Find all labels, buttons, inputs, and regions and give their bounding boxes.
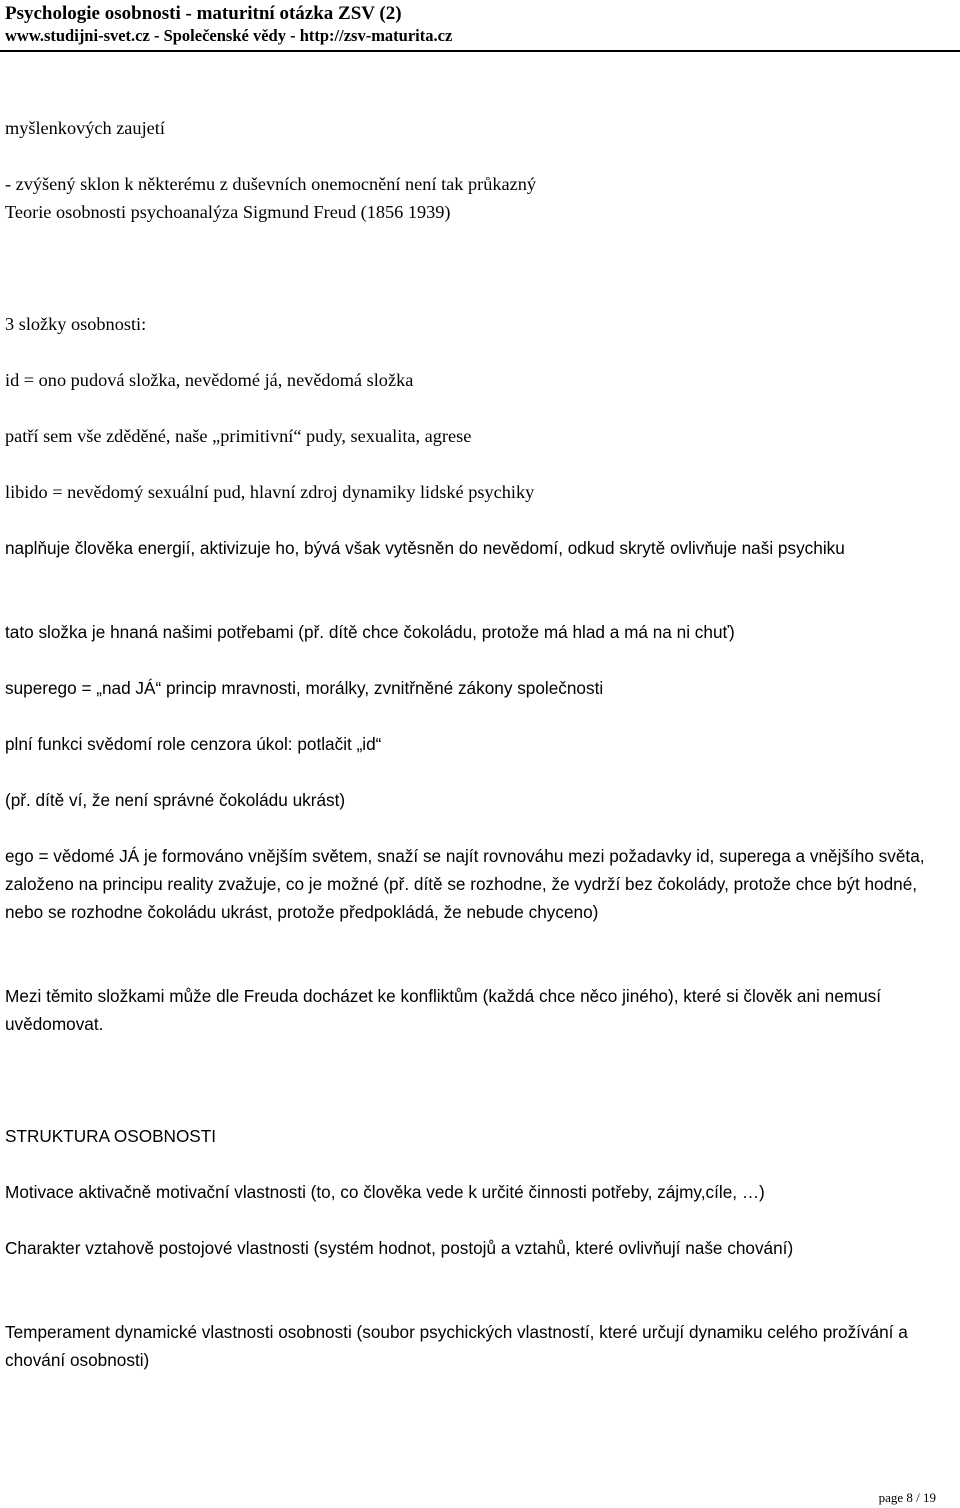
- paragraph-charakter: Charakter vztahově postojové vlastnosti (systém hodnot, postojů a vztahů, které ovlivňují naše chování): [5, 1238, 794, 1258]
- document-source-line: www.studijni-svet.cz - Společenské vědy - http://zsv-maturita.cz: [5, 26, 453, 45]
- paragraph-motivace: Motivace aktivačně motivační vlastnosti (to, co člověka vede k určité činnosti potřeby, zájmy,cíle, …): [5, 1182, 765, 1202]
- paragraph-slozky: 3 složky osobnosti:: [5, 314, 147, 334]
- paragraph-id: id = ono pudová složka, nevědomé já, nevědomá složka: [5, 370, 414, 390]
- paragraph-myslenkovych: myšlenkových zaujetí: [5, 118, 165, 138]
- header-divider: [0, 50, 960, 52]
- paragraph-pudy: patří sem vše zděděné, naše „primitivní“ pudy, sexualita, agrese: [5, 426, 472, 446]
- paragraph-energie: naplňuje člověka energií, aktivizuje ho, bývá však vytěsněn do nevědomí, odkud skrytě ovlivňuje naši psychiku: [5, 538, 845, 558]
- paragraph-svedomi: plní funkci svědomí role cenzora úkol: potlačit „id“: [5, 734, 382, 754]
- paragraph-teorie-freud: Teorie osobnosti psychoanalýza Sigmund Freud (1856 1939): [5, 202, 451, 222]
- paragraph-ego: ego = vědomé JÁ je formováno vnějším světem, snaží se najít rovnováhu mezi požadavky id, superega a vnějšího světa, založeno na principu reality zvažuje, co je možné (př. dítě se rozhodne, že vydrží bez čokolády, protože chce být hodné, nebo se rozhodne čokoládu ukrást, protože předpokládá, že nebude chyceno): [5, 846, 925, 922]
- document-header: [5, 0, 955, 46]
- paragraph-potreby: tato složka je hnaná našimi potřebami (př. dítě chce čokoládu, protože má hlad a má na ni chuť): [5, 622, 735, 642]
- paragraph-priklad: (př. dítě ví, že není správné čokoládu ukrást): [5, 790, 346, 810]
- paragraph-temperament: Temperament dynamické vlastnosti osobnosti (soubor psychických vlastností, které určují dynamiku celého prožívání a chování osobnosti): [5, 1322, 908, 1370]
- paragraph-superego: superego = „nad JÁ“ princip mravnosti, morálky, zvnitřněné zákony společnosti: [5, 678, 604, 698]
- paragraph-libido: libido = nevědomý sexuální pud, hlavní zdroj dynamiky lidské psychiky: [5, 482, 535, 502]
- paragraph-konflikty: Mezi těmito složkami může dle Freuda docházet ke konfliktům (každá chce něco jiného), které si člověk ani nemusí uvědomovat.: [5, 986, 882, 1034]
- document-title: Psychologie osobnosti - maturitní otázka ZSV (2): [5, 3, 402, 24]
- section-heading-struktura: STRUKTURA OSOBNOSTI: [5, 1126, 217, 1146]
- page-number: page 8 / 19: [878, 1490, 936, 1505]
- paragraph-sklon: - zvýšený sklon k některému z duševních onemocnění není tak průkazný: [5, 174, 537, 194]
